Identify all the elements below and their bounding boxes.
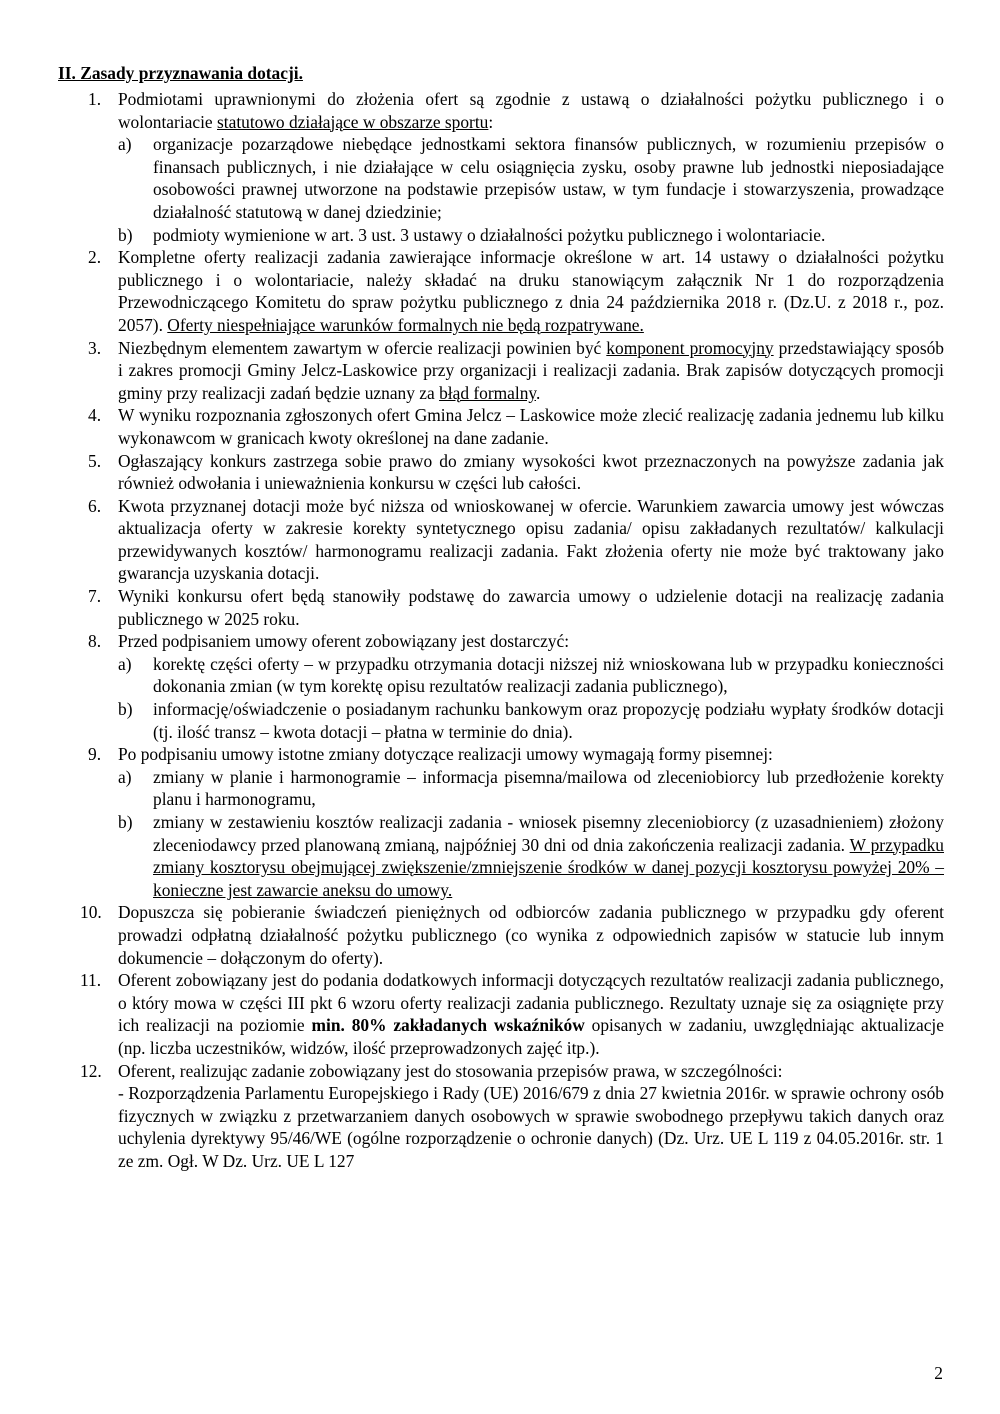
list-item-7 xyxy=(58,585,944,630)
list-item-4 xyxy=(58,404,944,449)
item-text: Kompletne oferty realizacji zadania zawierające informacje określone w art. 14 ustawy o działalności pożytku publicznego i o wolontariacie, należy składać na druku stanowiącym załącznik Nr 1 do rozporządzenia Przewodniczącego Komitetu do spraw pożytku publicznego z dnia 24 października 2018 r. (Dz.U. z 2018 r., poz. 2057). xyxy=(118,247,944,335)
sub-item-b xyxy=(118,698,944,743)
list-item-9 xyxy=(58,743,944,901)
rules-list xyxy=(58,88,944,1173)
item-text: - Rozporządzenia Parlamentu Europejskiego i Rady (UE) 2016/679 z dnia 27 kwietnia 2016r. w sprawie ochrony osób fizycznych w związku z przetwarzaniem danych osobowych w sprawie swobodnego przepływu takich danych oraz uchylenia dyrektywy 95/46/WE (ogólne rozporządzenie o ochronie danych) (Dz. Urz. UE L 119 z 04.05.2016r. str. 1 ze zm. Ogł. W Dz. Urz. UE L 127 xyxy=(118,1083,944,1171)
sub-item-b xyxy=(118,224,944,247)
item-number: 9. xyxy=(88,744,102,765)
item-number: 2. xyxy=(88,247,102,268)
sub-item-letter: a) xyxy=(118,134,132,155)
sub-item-a xyxy=(118,133,944,223)
sub-item-letter: b) xyxy=(118,699,133,720)
item-text: Oferent zobowiązany jest do podania dodatkowych informacji dotyczących rezultatów realizacji zadania publicznego, o który mowa w części III pkt 6 wzoru oferty realizacji zadania publicznego. Rezultaty uznaje się za osiągnięte przy ich realizacji na poziomie xyxy=(118,970,944,1036)
list-item-12 xyxy=(58,1060,944,1173)
item-text-underlined: Oferty niespełniające warunków formalnych nie będą rozpatrywane. xyxy=(167,314,644,335)
item-text: Po podpisaniu umowy istotne zmiany dotyczące realizacji umowy wymagają formy pisemnej: xyxy=(118,744,773,765)
item-number: 10. xyxy=(80,902,102,923)
list-item-8 xyxy=(58,630,944,743)
sub-list xyxy=(118,766,944,902)
item-number: 8. xyxy=(88,631,102,652)
item-number: 5. xyxy=(88,450,102,471)
list-item-11 xyxy=(58,969,944,1059)
item-text: : xyxy=(488,111,494,132)
item-text: Ogłaszający konkurs zastrzega sobie prawo do zmiany wysokości kwot przeznaczonych na powyższe zadania jak również odwołania i unieważnienia konkursu w części lub całości. xyxy=(118,450,944,494)
item-text-underlined: błąd formalny xyxy=(439,382,536,403)
item-text: . xyxy=(535,382,541,403)
item-number: 6. xyxy=(88,495,102,516)
sub-item-text: organizacje pozarządowe niebędące jednostkami sektora finansów publicznych, w rozumieniu przepisów o finansach publicznych, i nie działające w celu osiągnięcia zysku, osoby prawne lub jednostki nieposiadające osobowości prawnej utworzone na podstawie przepisów ustaw, w tym fundacje i stowarzyszenia, prowadzące działalność statutową w danej dziedzinie; xyxy=(153,134,944,222)
sub-item-text-underlined: W przypadku zmiany kosztorysu obejmującej zwiększenie/zmniejszenie środków w danej pozycji kosztorysu powyżej 20% – konieczne jest zawarcie aneksu do umowy. xyxy=(153,834,944,900)
sub-item-letter: a) xyxy=(118,653,132,674)
list-item-5 xyxy=(58,450,944,495)
item-text: Przed podpisaniem umowy oferent zobowiązany jest dostarczyć: xyxy=(118,631,570,652)
sub-item-b xyxy=(118,811,944,901)
item-text: Wyniki konkursu ofert będą stanowiły podstawę do zawarcia umowy o udzielenie dotacji na realizację zadania publicznego w 2025 roku. xyxy=(118,586,944,629)
item-text: przedstawiający sposób i zakres promocji Gminy Jelcz-Laskowice przy organizacji i realizacji zadania. Brak zapisów dotyczących promocji gminy przy realizacji zadań będzie uznany za xyxy=(118,337,945,403)
sub-item-text: korektę części oferty – w przypadku otrzymania dotacji niższej niż wnioskowana lub w przypadku konieczności dokonania zmian (w tym korektę opisu rezultatów realizacji zadania publicznego), xyxy=(153,653,944,697)
sub-list xyxy=(118,133,944,246)
sub-item-text: zmiany w planie i harmonogramie – informacja pisemna/mailowa od zleceniobiorcy lub przedłożenie korekty planu i harmonogramu, xyxy=(153,766,944,810)
item-text: opisanych w zadaniu, uwzględniając aktualizacje (np. liczba uczestników, widzów, ilość przeprowadzonych zajęć itp.). xyxy=(118,1015,944,1058)
item-number: 12. xyxy=(80,1060,102,1081)
item-number: 3. xyxy=(88,337,102,358)
item-number: 1. xyxy=(88,89,102,109)
sub-item-a xyxy=(118,766,944,811)
sub-item-a xyxy=(118,653,944,698)
item-text-bold: min. 80% zakładanych wskaźników xyxy=(311,1015,585,1036)
item-number: 7. xyxy=(88,586,102,607)
item-text: Oferent, realizując zadanie zobowiązany jest do stosowania przepisów prawa, w szczególności: xyxy=(118,1060,783,1081)
sub-item-letter: b) xyxy=(118,224,133,245)
sub-item-text: zmiany w zestawieniu kosztów realizacji zadania - wniosek pisemny zleceniobiorcy (z uzasadnieniem) złożony zleceniodawcy przed planowaną zmianą, najpóźniej 30 dni od dnia zakończenia realizacji zadania. xyxy=(153,812,944,855)
page-number: 2 xyxy=(934,1363,943,1383)
item-text: Podmiotami uprawnionymi do złożenia ofert są zgodnie z ustawą o działalności pożytku publicznego i o wolontariacie xyxy=(118,89,944,132)
item-text: Kwota przyznanej dotacji może być niższa od wnioskowanej w ofercie. Warunkiem zawarcia umowy jest wówczas aktualizacja oferty w zakresie korekty syntetycznego opisu zadania/ opisu zakładanych rezultatów/ kalkulacji przewidywanych kosztów/ harmonogramu realizacji zadania. Fakt złożenia oferty nie może być traktowany jako gwarancja uzyskania dotacji. xyxy=(118,495,944,584)
sub-list xyxy=(118,653,944,743)
sub-item-text: informację/oświadczenie o posiadanym rachunku bankowym oraz propozycję podziału wypłaty środków dotacji (tj. ilość transz – kwota dotacji – płatna w terminie do dnia). xyxy=(153,699,944,742)
sub-item-letter: a) xyxy=(118,766,132,787)
list-item-3 xyxy=(58,337,944,405)
item-number: 11. xyxy=(80,970,102,991)
item-text: Niezbędnym elementem zawartym w ofercie realizacji powinien być xyxy=(118,337,607,358)
list-item-6 xyxy=(58,495,944,585)
list-item-10 xyxy=(58,901,944,969)
section-heading: II. Zasady przyznawania dotacji. xyxy=(58,63,303,83)
item-text-underlined: komponent promocyjny xyxy=(606,337,774,358)
list-item-2 xyxy=(58,246,944,336)
item-number: 4. xyxy=(88,405,102,426)
list-item-1 xyxy=(58,88,944,246)
item-text-underlined: statutowo działające w obszarze sportu xyxy=(217,111,489,132)
item-text: Dopuszcza się pobieranie świadczeń pieniężnych od odbiorców zadania publicznego w przypadku gdy oferent prowadzi odpłatną działalność pożytku publicznego (co wynika z odpowiednich zapisów w statucie lub innym dokumencie – dołączonym do oferty). xyxy=(118,902,944,968)
item-text: W wyniku rozpoznania zgłoszonych ofert Gmina Jelcz – Laskowice może zlecić realizację zadania jednemu lub kilku wykonawcom w granicach kwoty określonej na dane zadanie. xyxy=(118,405,944,448)
sub-item-text: podmioty wymienione w art. 3 ust. 3 ustawy o działalności pożytku publicznego i wolontariacie. xyxy=(153,224,826,245)
sub-item-letter: b) xyxy=(118,812,133,832)
